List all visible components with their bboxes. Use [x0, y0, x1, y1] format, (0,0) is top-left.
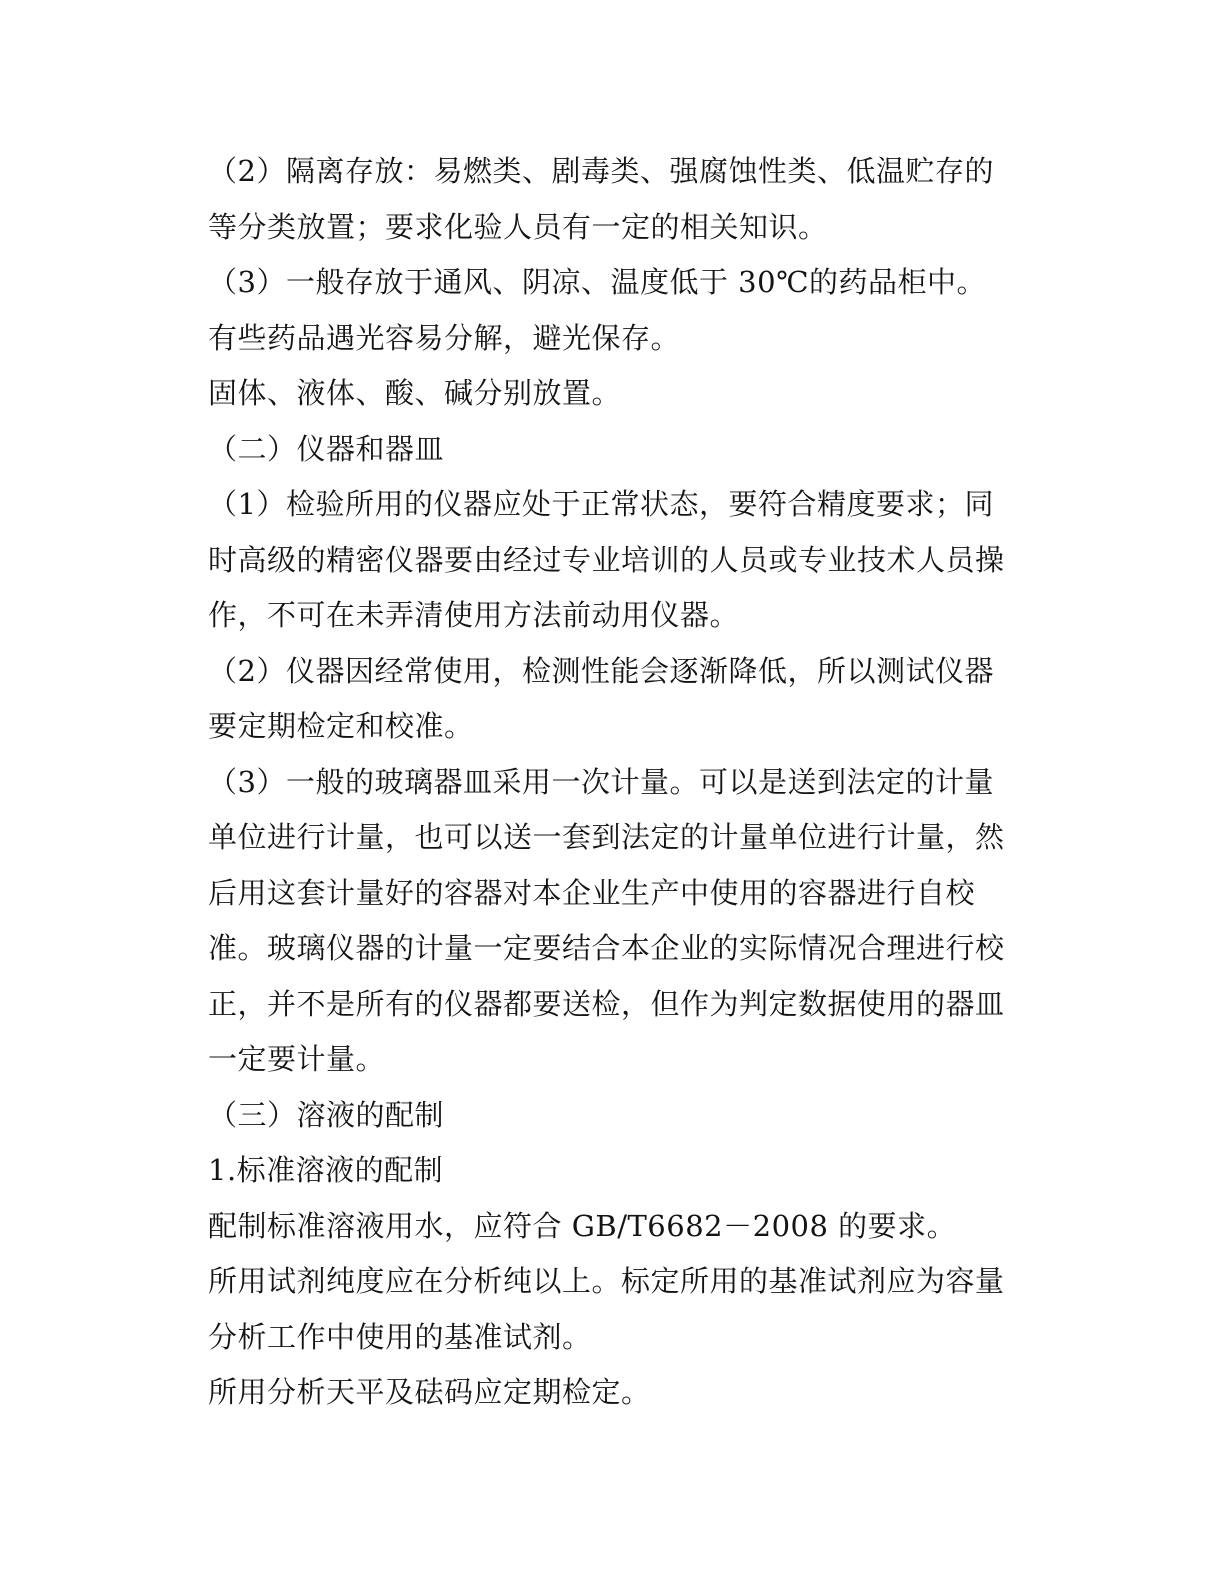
paragraph-storage-ventilation: （3）一般存放于通风、阴凉、温度低于 30℃的药品柜中。有些药品遇光容易分解，避光保存。 — [208, 265, 987, 355]
paragraph-balance-verification: 所用分析天平及砝码应定期检定。 — [208, 1375, 651, 1409]
document-body — [208, 144, 1008, 1421]
paragraph-storage-solid-liquid: 固体、液体、酸、碱分别放置。 — [208, 376, 622, 410]
subsection-heading-standard-solution: 1.标准溶液的配制 — [208, 1153, 444, 1187]
section-heading-instruments: （二）仪器和器皿 — [208, 431, 445, 466]
paragraph-reagent-purity: 所用试剂纯度应在分析纯以上。标定所用的基准试剂应为容量分析工作中使用的基准试剂。 — [208, 1264, 1005, 1354]
paragraph-glassware-metering: （3）一般的玻璃器皿采用一次计量。可以是送到法定的计量单位进行计量，也可以送一套到法定的计量单位进行计量，然后用这套计量好的容器对本企业生产中使用的容器进行自校准。玻璃仪器的计量一定要结合本企业的实际情况合理进行校正，并不是所有的仪器都要送检，但作为判定数据使用的器皿一定要计量。 — [208, 764, 1005, 1076]
paragraph-instrument-calibration: （2）仪器因经常使用，检测性能会逐渐降低，所以测试仪器要定期检定和校准。 — [208, 653, 994, 743]
paragraph-water-standard: 配制标准溶液用水，应符合 GB/T6682－2008 的要求。 — [208, 1208, 957, 1243]
section-heading-solution-preparation: （三）溶液的配制 — [208, 1097, 445, 1132]
paragraph-storage-separation: （2）隔离存放：易燃类、剧毒类、强腐蚀性类、低温贮存的等分类放置；要求化验人员有一定的相关知识。 — [208, 154, 994, 244]
paragraph-instrument-condition: （1）检验所用的仪器应处于正常状态，要符合精度要求；同时高级的精密仪器要由经过专业培训的人员或专业技术人员操作，不可在未弄清使用方法前动用仪器。 — [208, 487, 1005, 632]
